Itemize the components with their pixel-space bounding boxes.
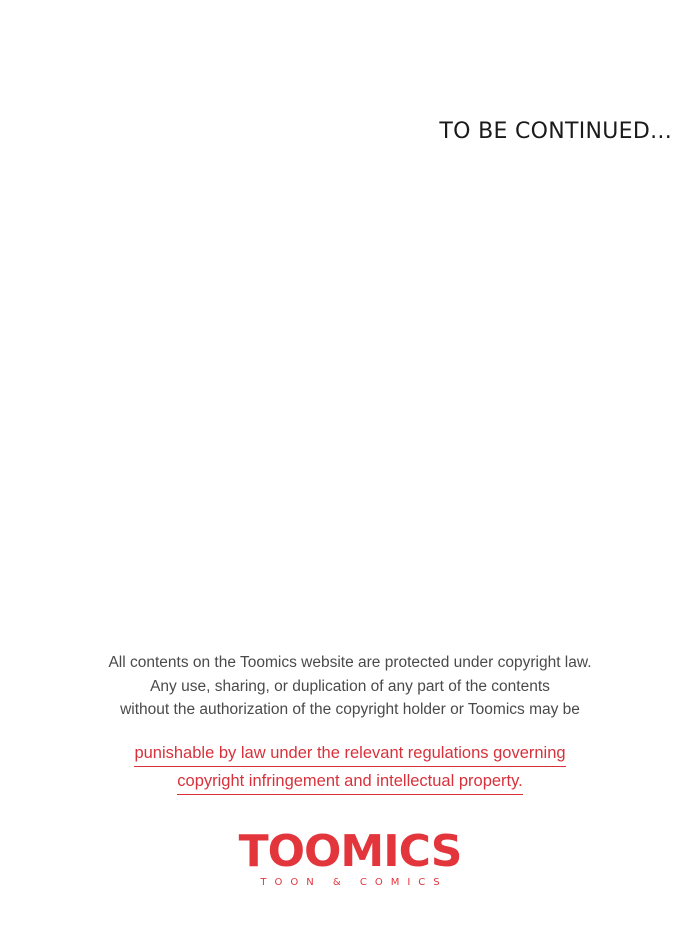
copyright-notice: [0, 651, 700, 722]
copyright-line-1: All contents on the Toomics website are protected under copyright law.: [108, 654, 592, 671]
copyright-warning: [0, 741, 700, 797]
toomics-logo: [0, 828, 700, 888]
logo-wordmark: TOOMICS: [238, 826, 462, 877]
warning-line-1: punishable by law under the relevant regulations governing: [134, 741, 565, 767]
to-be-continued-text: TO BE CONTINUED...: [439, 119, 672, 144]
warning-line-2: copyright infringement and intellectual property.: [177, 769, 522, 795]
copyright-line-3: without the authorization of the copyright holder or Toomics may be: [120, 701, 580, 718]
logo-tagline: TOON & COMICS: [260, 877, 448, 888]
copyright-line-2: Any use, sharing, or duplication of any part of the contents: [150, 677, 550, 695]
